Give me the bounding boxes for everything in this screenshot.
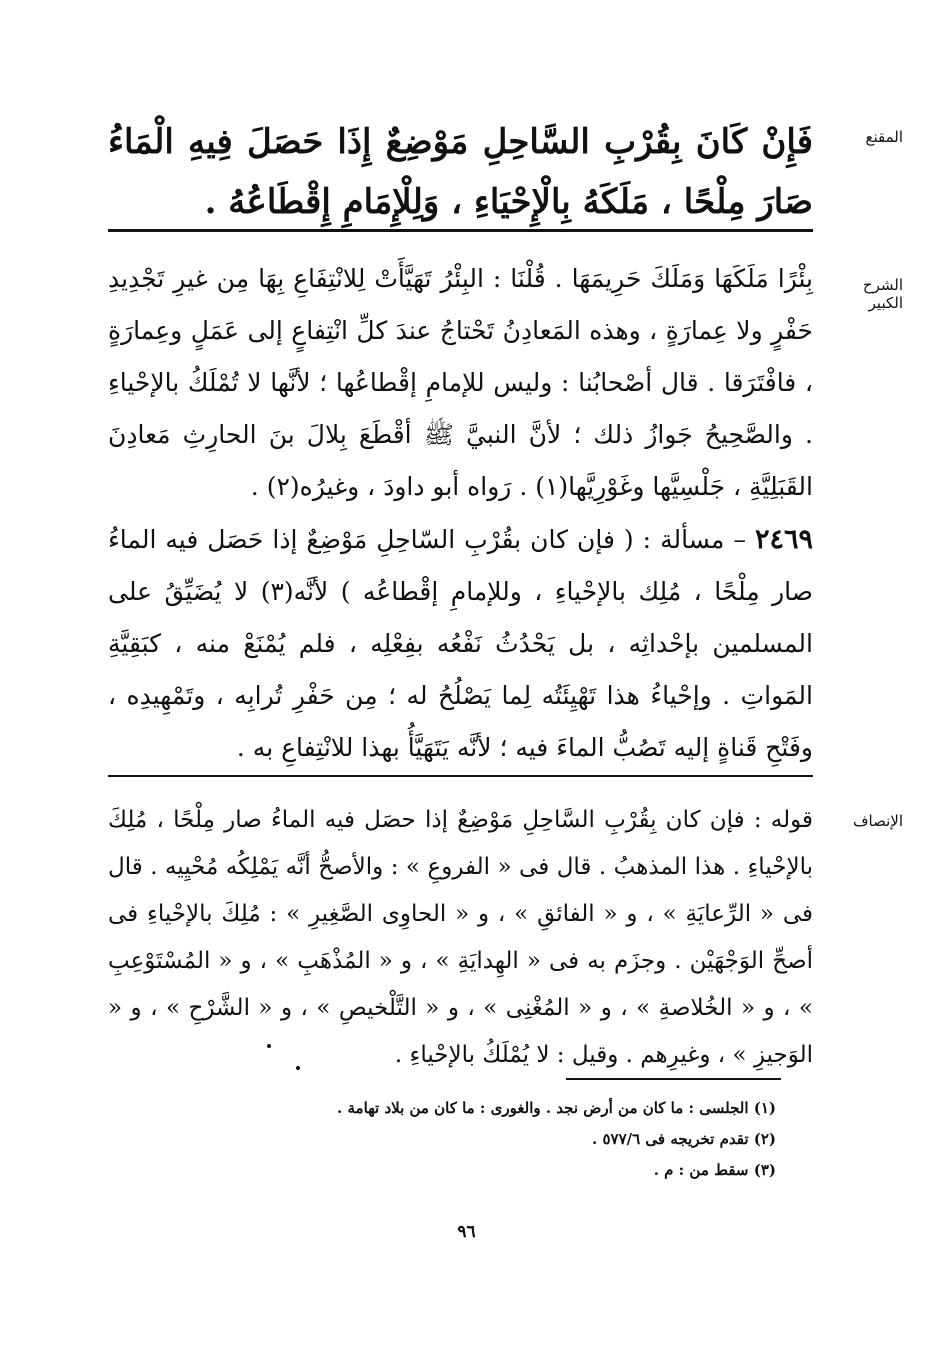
footnotes [156, 1093, 776, 1186]
footnote-2: (٢) تقدم تخريجه فى ٥٧٧/٦ . [592, 1130, 776, 1148]
masala-paragraph [108, 514, 813, 774]
insaf-text: قوله : فإن كان بِقُرْبِ السَّاحِلِ مَوْضِعٌ إذا حصَل فيه الماءُ صار مِلْحًا ، مُلِكَ بالإحْياءِ . هذا المذهبُ . قال فى « الفروعِ » : والأصحُّ أنَّه يَمْلِكُه مُحْيِيه . قال فى « الرِّعايَةِ » ، و « الفائقِ » ، و « الحاوِى الصَّغِيرِ » : مُلِكَ بالإحْياءِ فى أصحِّ الوَجْهَيْن . وجزَم به فى « الهِدايَةِ » ، و « المُذْهَبِ » ، و « المُسْتَوْعِبِ » ، و « الخُلاصةِ » ، و « المُغْنِى » ، و « التَّلْخيصِ » ، و « الشَّرْحِ » ، و « الوَجيزِ » ، وغيرِهم . وقيل : لا يُمْلَكُ بالإحْياءِ . [108, 807, 813, 1068]
label-sharh: الشرح الكبير [862, 276, 903, 312]
page-number: ٩٦ [457, 1222, 476, 1242]
label-muqni: المقنع [865, 128, 903, 146]
section-divider-thin [108, 775, 813, 777]
footnote-divider [566, 1078, 781, 1080]
section-divider-thick [108, 229, 813, 232]
sharh-text: بِئْرًا مَلَكَهَا وَمَلَكَ حَرِيمَهَا . قُلْنَا : البِئْرُ تَهَيَّأَتْ لِلانْتِفَاعِ بِهَا مِن غيرِ تَجْدِيدِ حَفْرٍ ولا عِمارَةٍ ، وهذه المَعادِنُ تَحْتاجُ عندَ كلِّ انْتِفاعٍ إلى عَمَلٍ وعِمارَةٍ ، فافْتَرَقا . قال أصْحابُنا : وليس للإمامِ إقْطاعُها ؛ لأنَّها لا تُمْلَكُ بالإحْياءِ . والصَّحِيحُ جَوازُ ذلك ؛ لأنَّ النبيَّ ﷺ أقْطَعَ بِلالَ بنَ الحارِثِ مَعادِنَ القَبَلِيَّةِ ، جَلْسِيَّها وغَوْرِيَّها(١) . رَواه أبو داودَ ، وغيرُه(٢) . [108, 264, 813, 501]
label-insaf: الإنصاف [852, 812, 903, 830]
footnote-3: (٣) سقط من : م . [653, 1161, 776, 1179]
speck-mark [267, 1044, 271, 1048]
footnote-1: (١) الجلسى : ما كان من أرض نجد . والغورى : ما كان من بلاد تهامة . [337, 1099, 776, 1117]
masala-text: – مسألة : ( فإن كان بقُرْبِ السّاحِلِ مَوْضِعٌ إذا حَصَل فيه الماءُ صار مِلْحًا ، مُلِك بالإحْياءِ ، وللإمامِ إقْطاعُه ) لأنَّه(٣) لا يُضَيِّقُ على المسلمين بإحْداثِه ، بل يَحْدُثُ نَفْعُه بفِعْلِه ، فلم يُمْنَعْ منه ، كبَقِيَّةِ المَواتِ . وإحْياءُ هذا تَهْيِئَتُه لِما يَصْلُحُ له ؛ مِن حَفْرِ تُرابِه ، وتَمْهِيدِه ، وفَتْحِ قَناةٍ إليه تَصُبُّ الماءَ فيه ؛ لأنَّه يَتَهَيَّأُ بهذا للانْتِفاعِ به . [108, 525, 813, 762]
muqni-text: فَإِنْ كَانَ بِقُرْبِ السَّاحِلِ مَوْضِعٌ إِذَا حَصَلَ فِيهِ الْمَاءُ صَارَ مِلْحًا ، مَلَكَهُ بِالْإِحْيَاءِ ، وَلِلْإِمَامِ إِقْطَاعُهُ . [108, 122, 813, 222]
speck-mark [296, 1066, 300, 1070]
masala-number: ٢٤٦٩ [754, 524, 813, 555]
